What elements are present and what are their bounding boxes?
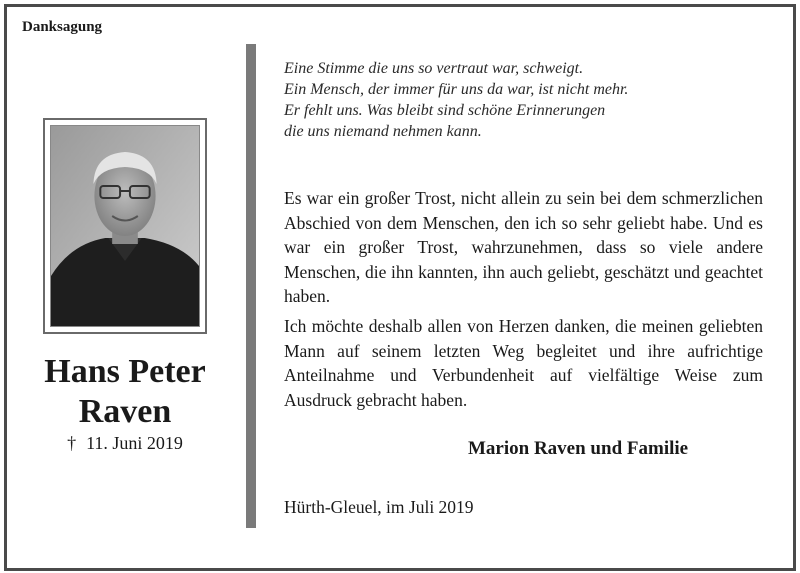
cross-icon: †	[67, 433, 77, 453]
death-date-line	[20, 433, 230, 454]
portrait-photo	[50, 125, 200, 327]
poem-line: die uns niemand nehmen kann.	[284, 123, 482, 140]
vertical-divider	[246, 44, 256, 528]
memorial-poem	[284, 58, 628, 142]
death-date: 11. Juni 2019	[86, 433, 183, 453]
deceased-first-names: Hans Peter	[44, 353, 206, 390]
signer-name: Marion Raven und Familie	[468, 438, 689, 459]
poem-line: Er fehlt uns. Was bleibt sind schöne Erinnerungen	[284, 102, 606, 119]
notice-type-label: Danksagung	[22, 19, 103, 35]
thanks-paragraph-2: Ich möchte deshalb allen von Herzen danken, die meinen geliebten Mann auf seinem letzten Weg begleitet und ihre aufrichtige Anteilnahme und Verbundenheit auf vielfältige Weise zum Ausdruck gebracht haben.	[284, 316, 763, 410]
poem-line: Eine Stimme die uns so vertraut war, schweigt.	[284, 60, 584, 77]
portrait-photo-frame	[43, 118, 207, 334]
portrait-image	[51, 126, 199, 326]
poem-line: Ein Mensch, der immer für uns da war, ist nicht mehr.	[284, 81, 629, 98]
place-and-date: Hürth-Gleuel, im Juli 2019	[284, 497, 474, 517]
thanks-paragraph-1: Es war ein großer Trost, nicht allein zu sein bei dem schmerzlichen Abschied von dem Menschen, den ich so sehr geliebt habe. Und es war ein großer Trost, wahrzunehmen, dass so viele andere Menschen, die ihn kannten, ihn auch geliebt, geschätzt und geachtet haben.	[284, 188, 763, 306]
deceased-surname: Raven	[78, 393, 172, 430]
